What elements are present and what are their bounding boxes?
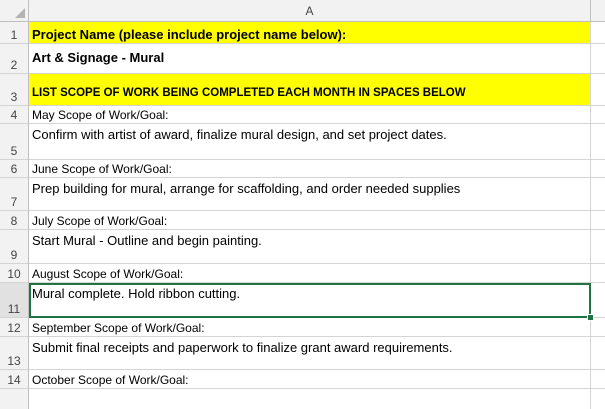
cell-b6[interactable] bbox=[591, 160, 605, 178]
row-header-9[interactable]: 9 bbox=[0, 230, 29, 264]
row-header-11[interactable]: 11 bbox=[0, 283, 29, 318]
column-header-next[interactable] bbox=[591, 0, 605, 22]
row-header-3[interactable]: 3 bbox=[0, 74, 29, 106]
cell-a12-september-label[interactable]: September Scope of Work/Goal: bbox=[29, 318, 591, 337]
cell-b2[interactable] bbox=[591, 44, 605, 74]
cell-b10[interactable] bbox=[591, 264, 605, 283]
cell-b7[interactable] bbox=[591, 178, 605, 211]
cell-a13-september-scope[interactable]: Submit final receipts and paperwork to finalize grant award requirements. bbox=[29, 337, 591, 370]
cell-a2-project-name[interactable]: Art & Signage - Mural bbox=[29, 44, 591, 74]
cell-a15-october-scope[interactable] bbox=[29, 389, 591, 409]
cell-a8-july-label[interactable]: July Scope of Work/Goal: bbox=[29, 211, 591, 230]
select-all-triangle-icon bbox=[15, 8, 25, 18]
row-header-4[interactable]: 4 bbox=[0, 106, 29, 124]
row-header-13[interactable]: 13 bbox=[0, 337, 29, 370]
row-header-12[interactable]: 12 bbox=[0, 318, 29, 337]
cell-b5[interactable] bbox=[591, 124, 605, 160]
cell-b8[interactable] bbox=[591, 211, 605, 230]
row-header-14[interactable]: 14 bbox=[0, 370, 29, 389]
cell-b1[interactable] bbox=[591, 22, 605, 44]
fill-handle[interactable] bbox=[587, 314, 594, 321]
row-header-10[interactable]: 10 bbox=[0, 264, 29, 283]
cell-b3[interactable] bbox=[591, 74, 605, 106]
cell-b11[interactable] bbox=[591, 283, 605, 318]
cell-a5-may-scope[interactable]: Confirm with artist of award, finalize mural design, and set project dates. bbox=[29, 124, 591, 160]
cell-b13[interactable] bbox=[591, 337, 605, 370]
row-header-5[interactable]: 5 bbox=[0, 124, 29, 160]
cell-a9-july-scope[interactable]: Start Mural - Outline and begin painting. bbox=[29, 230, 591, 264]
cell-a6-june-label[interactable]: June Scope of Work/Goal: bbox=[29, 160, 591, 178]
cell-a1-project-name-label[interactable]: Project Name (please include project name below): bbox=[29, 22, 591, 44]
cell-a11-august-scope[interactable]: Mural complete. Hold ribbon cutting. bbox=[29, 283, 591, 318]
cell-a10-august-label[interactable]: August Scope of Work/Goal: bbox=[29, 264, 591, 283]
column-header-a[interactable]: A bbox=[29, 0, 591, 22]
cell-b4[interactable] bbox=[591, 106, 605, 124]
row-header-15[interactable] bbox=[0, 389, 29, 409]
row-header-2[interactable]: 2 bbox=[0, 44, 29, 74]
cell-b14[interactable] bbox=[591, 370, 605, 389]
row-header-7[interactable]: 7 bbox=[0, 178, 29, 211]
row-header-8[interactable]: 8 bbox=[0, 211, 29, 230]
cell-a4-may-label[interactable]: May Scope of Work/Goal: bbox=[29, 106, 591, 124]
row-header-6[interactable]: 6 bbox=[0, 160, 29, 178]
cell-a3-scope-instructions[interactable]: LIST SCOPE OF WORK BEING COMPLETED EACH MONTH IN SPACES BELOW bbox=[29, 74, 591, 106]
cell-b9[interactable] bbox=[591, 230, 605, 264]
select-all-button[interactable] bbox=[0, 0, 29, 22]
cell-b15[interactable] bbox=[591, 389, 605, 409]
row-header-1[interactable]: 1 bbox=[0, 22, 29, 44]
cell-a14-october-label[interactable]: October Scope of Work/Goal: bbox=[29, 370, 591, 389]
cell-a7-june-scope[interactable]: Prep building for mural, arrange for scaffolding, and order needed supplies bbox=[29, 178, 591, 211]
